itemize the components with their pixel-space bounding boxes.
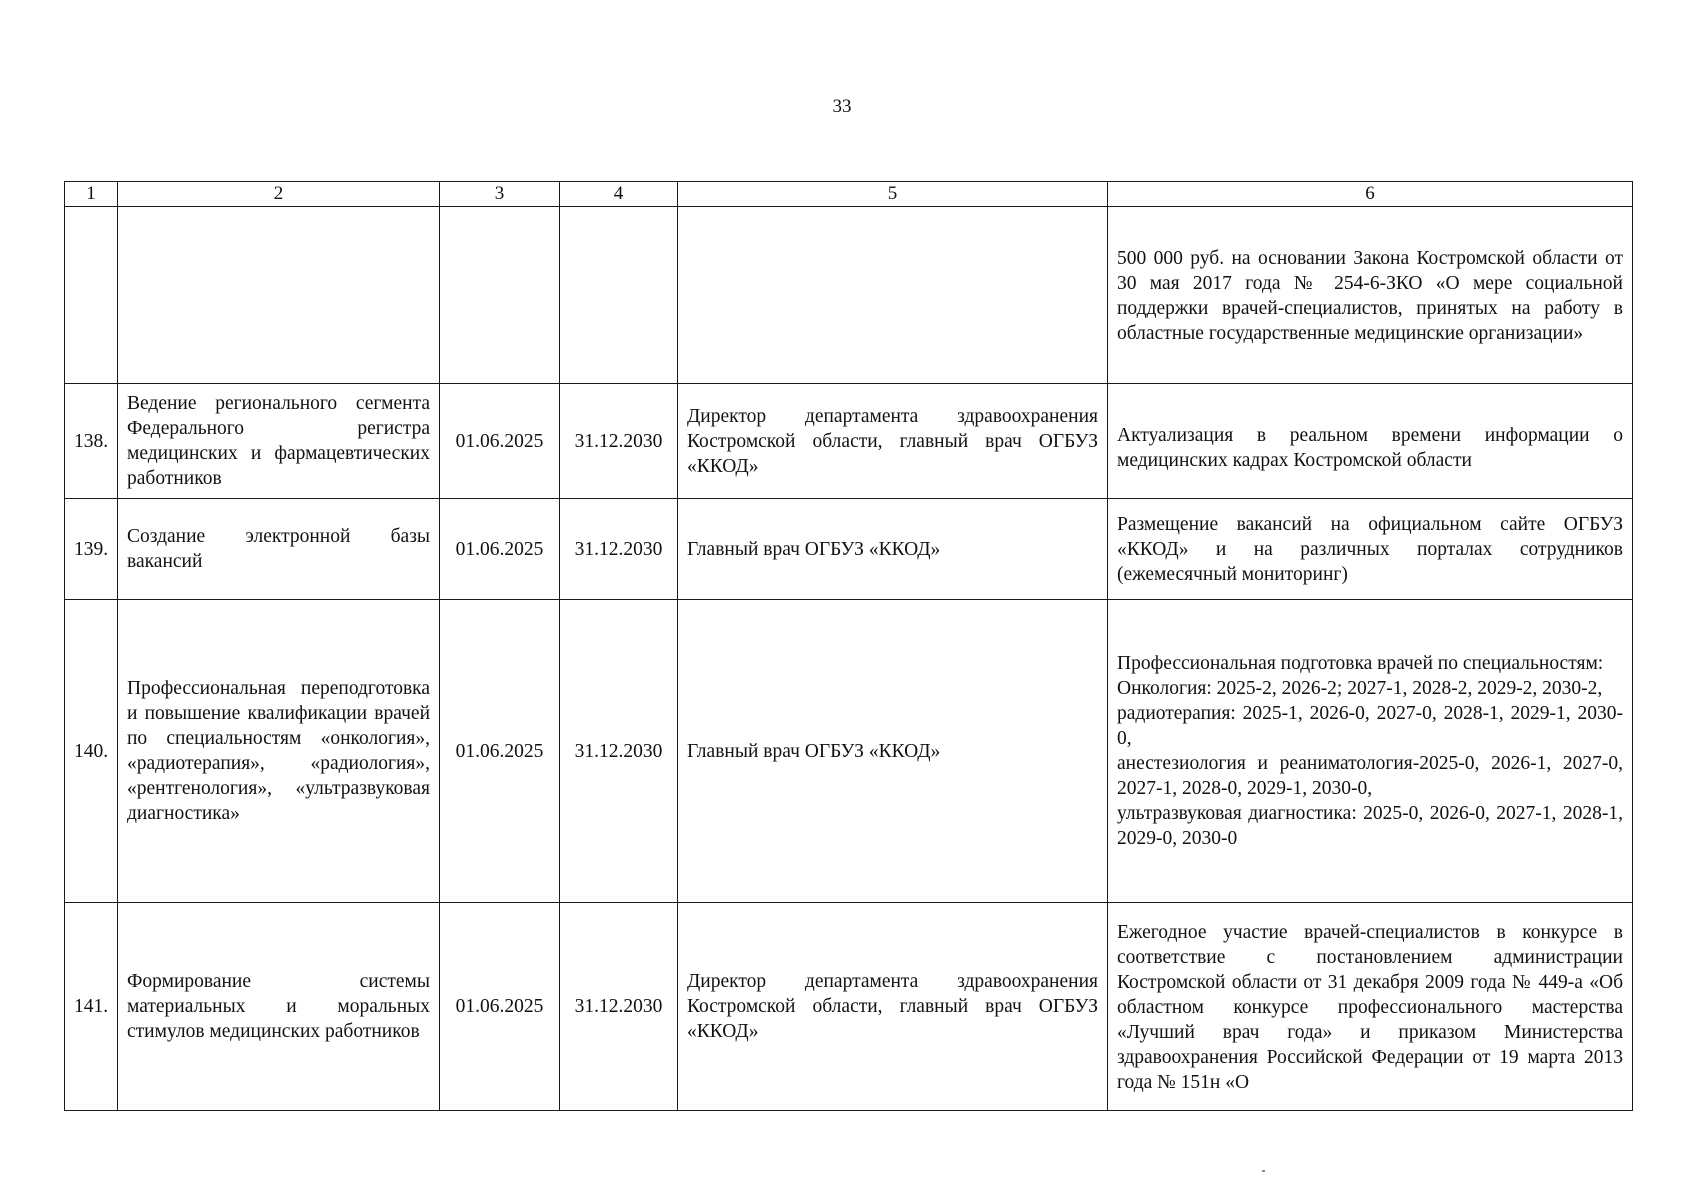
row-number xyxy=(65,207,118,384)
responsible-cell: Главный врач ОГБУЗ «ККОД» xyxy=(678,499,1108,600)
scan-speck xyxy=(1262,1170,1265,1172)
start-date-cell xyxy=(440,207,560,384)
row-number: 138. xyxy=(65,384,118,499)
table-row xyxy=(65,384,1633,499)
column-header-5: 5 xyxy=(678,182,1108,207)
result-cell: 500 000 руб. на основании Закона Костромской области от 30 мая 2017 года № 254-6-ЗКО «О мере социальной поддержки врачей-специалистов, принятых на работу в областные государственные медицинские организации» xyxy=(1108,207,1633,384)
column-header-6: 6 xyxy=(1108,182,1633,207)
event-cell: Создание электронной базы вакансий xyxy=(118,499,440,600)
table-row xyxy=(65,499,1633,600)
result-cell: Ежегодное участие врачей-специалистов в конкурсе в соответствие с постановлением администрации Костромской области от 31 декабря 2009 года № 449-а «Об областном конкурсе профессионального мастерства «Лучший врач года» и приказом Министерства здравоохранения Российской Федерации от 19 марта 2013 года № 151н «О xyxy=(1108,903,1633,1111)
table-header-row xyxy=(65,182,1633,207)
end-date-cell: 31.12.2030 xyxy=(560,384,678,499)
column-header-2: 2 xyxy=(118,182,440,207)
end-date-cell: 31.12.2030 xyxy=(560,600,678,903)
end-date-cell: 31.12.2030 xyxy=(560,903,678,1111)
result-cell: Размещение вакансий на официальном сайте ОГБУЗ «ККОД» и на различных порталах сотрудников (ежемесячный мониторинг) xyxy=(1108,499,1633,600)
start-date-cell: 01.06.2025 xyxy=(440,600,560,903)
event-cell: Ведение регионального сегмента Федерального регистра медицинских и фармацевтических работников xyxy=(118,384,440,499)
measures-table xyxy=(64,181,1633,1111)
result-cell: Профессиональная подготовка врачей по специальностям: Онкология: 2025-2, 2026-2; 2027-1, 2028-2, 2029-2, 2030-2, радиотерапия: 2025-1, 2026-0, 2027-0, 2028-1, 2029-1, 2030-0, анестезиология и реаниматология-2025-0, 2026-1, 2027-0, 2027-1, 2028-0, 2029-1, 2030-0, ультразвуковая диагностика: 2025-0, 2026-0, 2027-1, 2028-1, 2029-0, 2030-0 xyxy=(1108,600,1633,903)
row-number: 139. xyxy=(65,499,118,600)
row-number: 141. xyxy=(65,903,118,1111)
column-header-3: 3 xyxy=(440,182,560,207)
end-date-cell xyxy=(560,207,678,384)
start-date-cell: 01.06.2025 xyxy=(440,384,560,499)
table-row xyxy=(65,600,1633,903)
row-number: 140. xyxy=(65,600,118,903)
responsible-cell: Главный врач ОГБУЗ «ККОД» xyxy=(678,600,1108,903)
page-number: 33 xyxy=(832,96,852,117)
event-cell: Формирование системы материальных и моральных стимулов медицинских работников xyxy=(118,903,440,1111)
column-header-4: 4 xyxy=(560,182,678,207)
result-cell: Актуализация в реальном времени информации о медицинских кадрах Костромской области xyxy=(1108,384,1633,499)
event-cell: Профессиональная переподготовка и повышение квалификации врачей по специальностям «онкология», «радиотерапия», «радиология», «рентгенология», «ультразвуковая диагностика» xyxy=(118,600,440,903)
responsible-cell xyxy=(678,207,1108,384)
end-date-cell: 31.12.2030 xyxy=(560,499,678,600)
start-date-cell: 01.06.2025 xyxy=(440,903,560,1111)
column-header-1: 1 xyxy=(65,182,118,207)
responsible-cell: Директор департамента здравоохранения Костромской области, главный врач ОГБУЗ «ККОД» xyxy=(678,903,1108,1111)
responsible-cell: Директор департамента здравоохранения Костромской области, главный врач ОГБУЗ «ККОД» xyxy=(678,384,1108,499)
table-row xyxy=(65,207,1633,384)
table-row xyxy=(65,903,1633,1111)
event-cell xyxy=(118,207,440,384)
start-date-cell: 01.06.2025 xyxy=(440,499,560,600)
